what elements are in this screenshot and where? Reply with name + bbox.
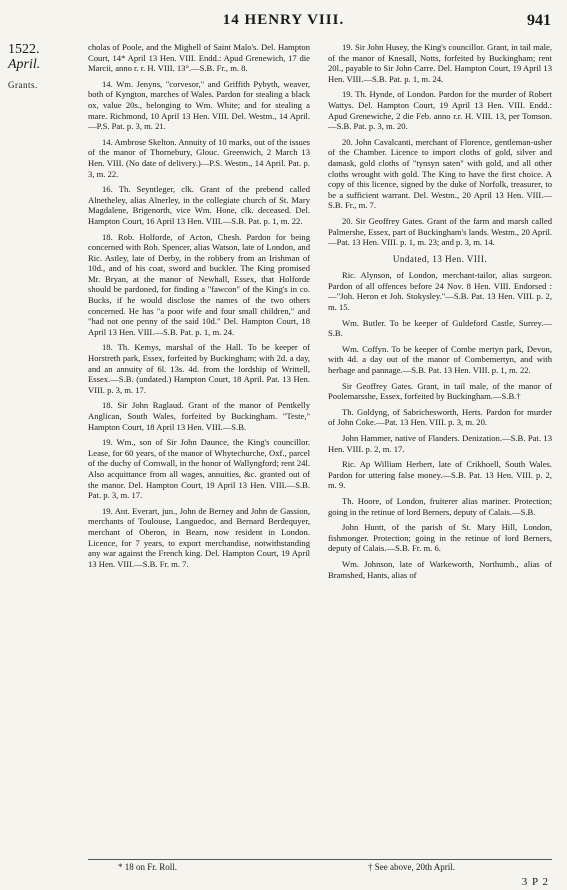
footnote-rule: [88, 859, 552, 860]
entry-paragraph: 18. Rob. Holforde, of Acton, Chesh. Pardon for being concerned with Rob. Spencer, alias Watson, late of London, and Ric. Astley, late of Derby, in the robbery from an Irishman of 10d., and of his coat, sword and buckler. The King promised Mr. Bryan, at the manor of Newhall, Essex, that Holforde should be pardoned, for finding a "fawcon" of the King's in co. Bucks, if he would disclose the names of the two others concerned. He has "a poor wife and four small children," and "had not one penny of the said 10d." Del. Hampton Court, 18 April 13 Hen. VIII.—S.B. Pat. p. 1, m. 24.: [88, 231, 310, 337]
right-column: [328, 42, 552, 585]
entry-paragraph: cholas of Poole, and the Mighell of Saint Malo's. Del. Hampton Court, 14* April 13 Hen. VIII. Endd.: Apud Grenewich, 17 die Marcii, anno r. r. H. VIII. 13°.—S.B. Fr., m. 8.: [88, 42, 310, 74]
running-title: 14 HENRY VIII.: [222, 12, 345, 28]
entry-paragraph: Ric. Alynson, of London, merchant-tailor, alias surgeon. Pardon of all offences before 24 Nov. 8 Hen. VIII. Endorsed :—"Joh. Heron et Joh. Stokysley."—S.B. Pat. 13 Hen. VIII. p. 2, m. 15.: [328, 270, 552, 313]
entry-paragraph: 19. Wm., son of Sir John Daunce, the King's councillor. Lease, for 60 years, of the manor of Whytechurche, Oxf., parcel of the duchy of Cornwall, in the honor of Wallyngford; rent 24l. Also acquittance from all wages, annuities, &c. granted out of the manor. Del. Hampton Court, 19 April 13 Hen. VIII.—S.B. Pat. p. 3, m. 17.: [88, 437, 310, 501]
section-heading: Undated, 13 Hen. VIII.: [392, 253, 488, 264]
margin-notes: [8, 42, 60, 93]
entry-paragraph: Th. Goldyng, of Sabrichesworth, Herts. Pardon for murder of John Coke.—Pat. 13 Hen. VIII. p. 3, m. 20.: [328, 406, 552, 428]
entry-paragraph: 19. Sir John Husey, the King's councillor. Grant, in tail male, of the manor of Knesall, Notts, forfeited by Buckingham; rent 20l., payable to Sir John Carre. Del. Hampton Court, 19 April 13 Hen. VIII.—S.B. Pat. p. 1, m. 24.: [328, 42, 552, 84]
entry-paragraph: 20. John Cavalcanti, merchant of Florence, gentleman-usher of the Chamber. Licence to import cloths of gold, silver and damask, gold cloths of "tynsyn saten" with gold, and all other cloths wrought with gold. The King to have the first choice. A copy of this licence, signed by the duke of Norfolk, treasurer, to be a sufficient warrant. Del. Westm., 20 April 13 Hen. VIII.—S.B. Fr., m. 7.: [328, 136, 552, 211]
left-column: [88, 42, 310, 574]
margin-category: Grants.: [8, 80, 38, 90]
entry-paragraph: 19. Th. Hynde, of London. Pardon for the murder of Robert Wattys. Del. Hampton Court, 19 April 13 Hen. VIII. Endd.: Apud Grenewiche, 2 die Feb. anno r.r. H. VIII. 13, per Tomson.—S.B. Pat. p. 3, m. 20.: [328, 89, 552, 132]
entry-paragraph: 18. Sir John Raglaud. Grant of the manor of Pentkelly Anglican, South Wales, forfeited by Buckingham. "Teste," Hampton Court, 18 April 13 Hen. VIII.—S.B.: [88, 400, 310, 432]
entry-paragraph: 18. Th. Kemys, marshal of the Hall. To be keeper of Horstreth park, Essex, forfeited by Buckingham; with 2d. a day, and an annuity of 6l. 13s. 4d. from the lordship of Writtell, Essex.—S.B. (undated.) Hampton Court, 18 April. Pat. 13 Hen. VIII. p. 3, m. 17.: [88, 342, 310, 395]
entry-paragraph: 20. Sir Geoffrey Gates. Grant of the farm and marsh called Palmershe, Essex, part of Buckingham's lands. Westm., 20 April.—Pat. 13 Hen. VIII. p. 1, m. 23; and p. 3, m. 14.: [328, 215, 552, 248]
entry-paragraph: John Hammer, native of Flanders. Denization.—S.B. Pat. 13 Hen. VIII. p. 2, m. 17.: [328, 433, 552, 454]
margin-year: 1522.: [8, 42, 40, 57]
footnote-right: † See above, 20th April.: [368, 862, 455, 872]
entry-paragraph: Ric. Ap William Herbert, late of Crikhoell, South Wales. Pardon for uttering false money.—S.B. Pat. 13 Hen. VIII. p. 2, m. 9.: [328, 459, 552, 491]
signature-mark: 3 P 2: [521, 876, 549, 888]
entry-paragraph: 14. Ambrose Skelton. Annuity of 10 marks, out of the issues of the manor of Thornebury, Glouc. Greenwich, 2 March 13 Hen. VIII. (No date of delivery.)—P.S. Westm., 14 April. Pat. p. 3, m. 22.: [88, 136, 310, 179]
page-header: [0, 0, 567, 34]
margin-month: April.: [8, 57, 41, 72]
page-number: 941: [527, 12, 551, 29]
entry-paragraph: Wm. Coffyn. To be keeper of Combe mertyn park, Devon, with 4d. a day out of the manor of Combemertyn, and with herbage and pannage.—S.B. Pat. 13 Hen. VIII. p. 1, m. 22.: [328, 343, 552, 376]
entry-paragraph: Sir Geoffrey Gates. Grant, in tail male, of the manor of Poolemarsshe, Essex, forfeited by Buckingham.—S.B.†: [328, 380, 552, 402]
entry-paragraph: 16. Th. Seyntleger, clk. Grant of the prebend called Alnetheley, alias Alnerley, in the collegiate church of St. Mary Magdalene, Brigenorth, vice Wm. Hone, clk. deceased. Del. Hampton Court, 16 April 13 Hen. VIII.—S.B. Pat. p. 1, m. 22.: [88, 184, 310, 226]
entry-paragraph: Th. Hoore, of London, fruiterer alias mariner. Protection; going in the retinue of lord Berners, deputy of Calais.—S.B.: [328, 495, 552, 517]
entry-paragraph: Wm. Butler. To be keeper of Guldeford Castle, Surrey.—S.B.: [328, 317, 552, 339]
entry-paragraph: Wm. Johnson, late of Warkeworth, Northumb., alias of Bramshed, Hants, alias of: [328, 558, 552, 580]
entry-paragraph: 19. Ant. Everart, jun., John de Berney and John de Gassion, merchants of Toulouse, Languedoc, and Bernard Berdequyer, merchant of Oberon, in Bearn, now resident in London. Licence, for 7 years, to export merchandise, notwithstanding any war against the French king. Del. Hampton Court, 19 April 13 Hen. VIII.—S.B. Fr. m. 7.: [88, 505, 310, 569]
entry-paragraph: 14. Wm. Jenyns, "corvesor," and Griffith Pybyth, weaver, both of Kyngton, marches of Wales. Pardon for stealing a black ox, value 20s., belonging to Wm. White; and for stealing a mare. Richmond, 10 April 13 Hen. VIII. Del. Westm., 14 April.—P.S. Pat. p. 3, m. 21.: [88, 78, 310, 132]
entry-paragraph: John Huntt, of the parish of St. Mary Hill, London, fishmonger. Protection; going in the retinue of lord Berners, deputy of Calais.—S.B. Fr. m. 6.: [328, 522, 552, 554]
footnote-left: * 18 on Fr. Roll.: [118, 862, 178, 872]
